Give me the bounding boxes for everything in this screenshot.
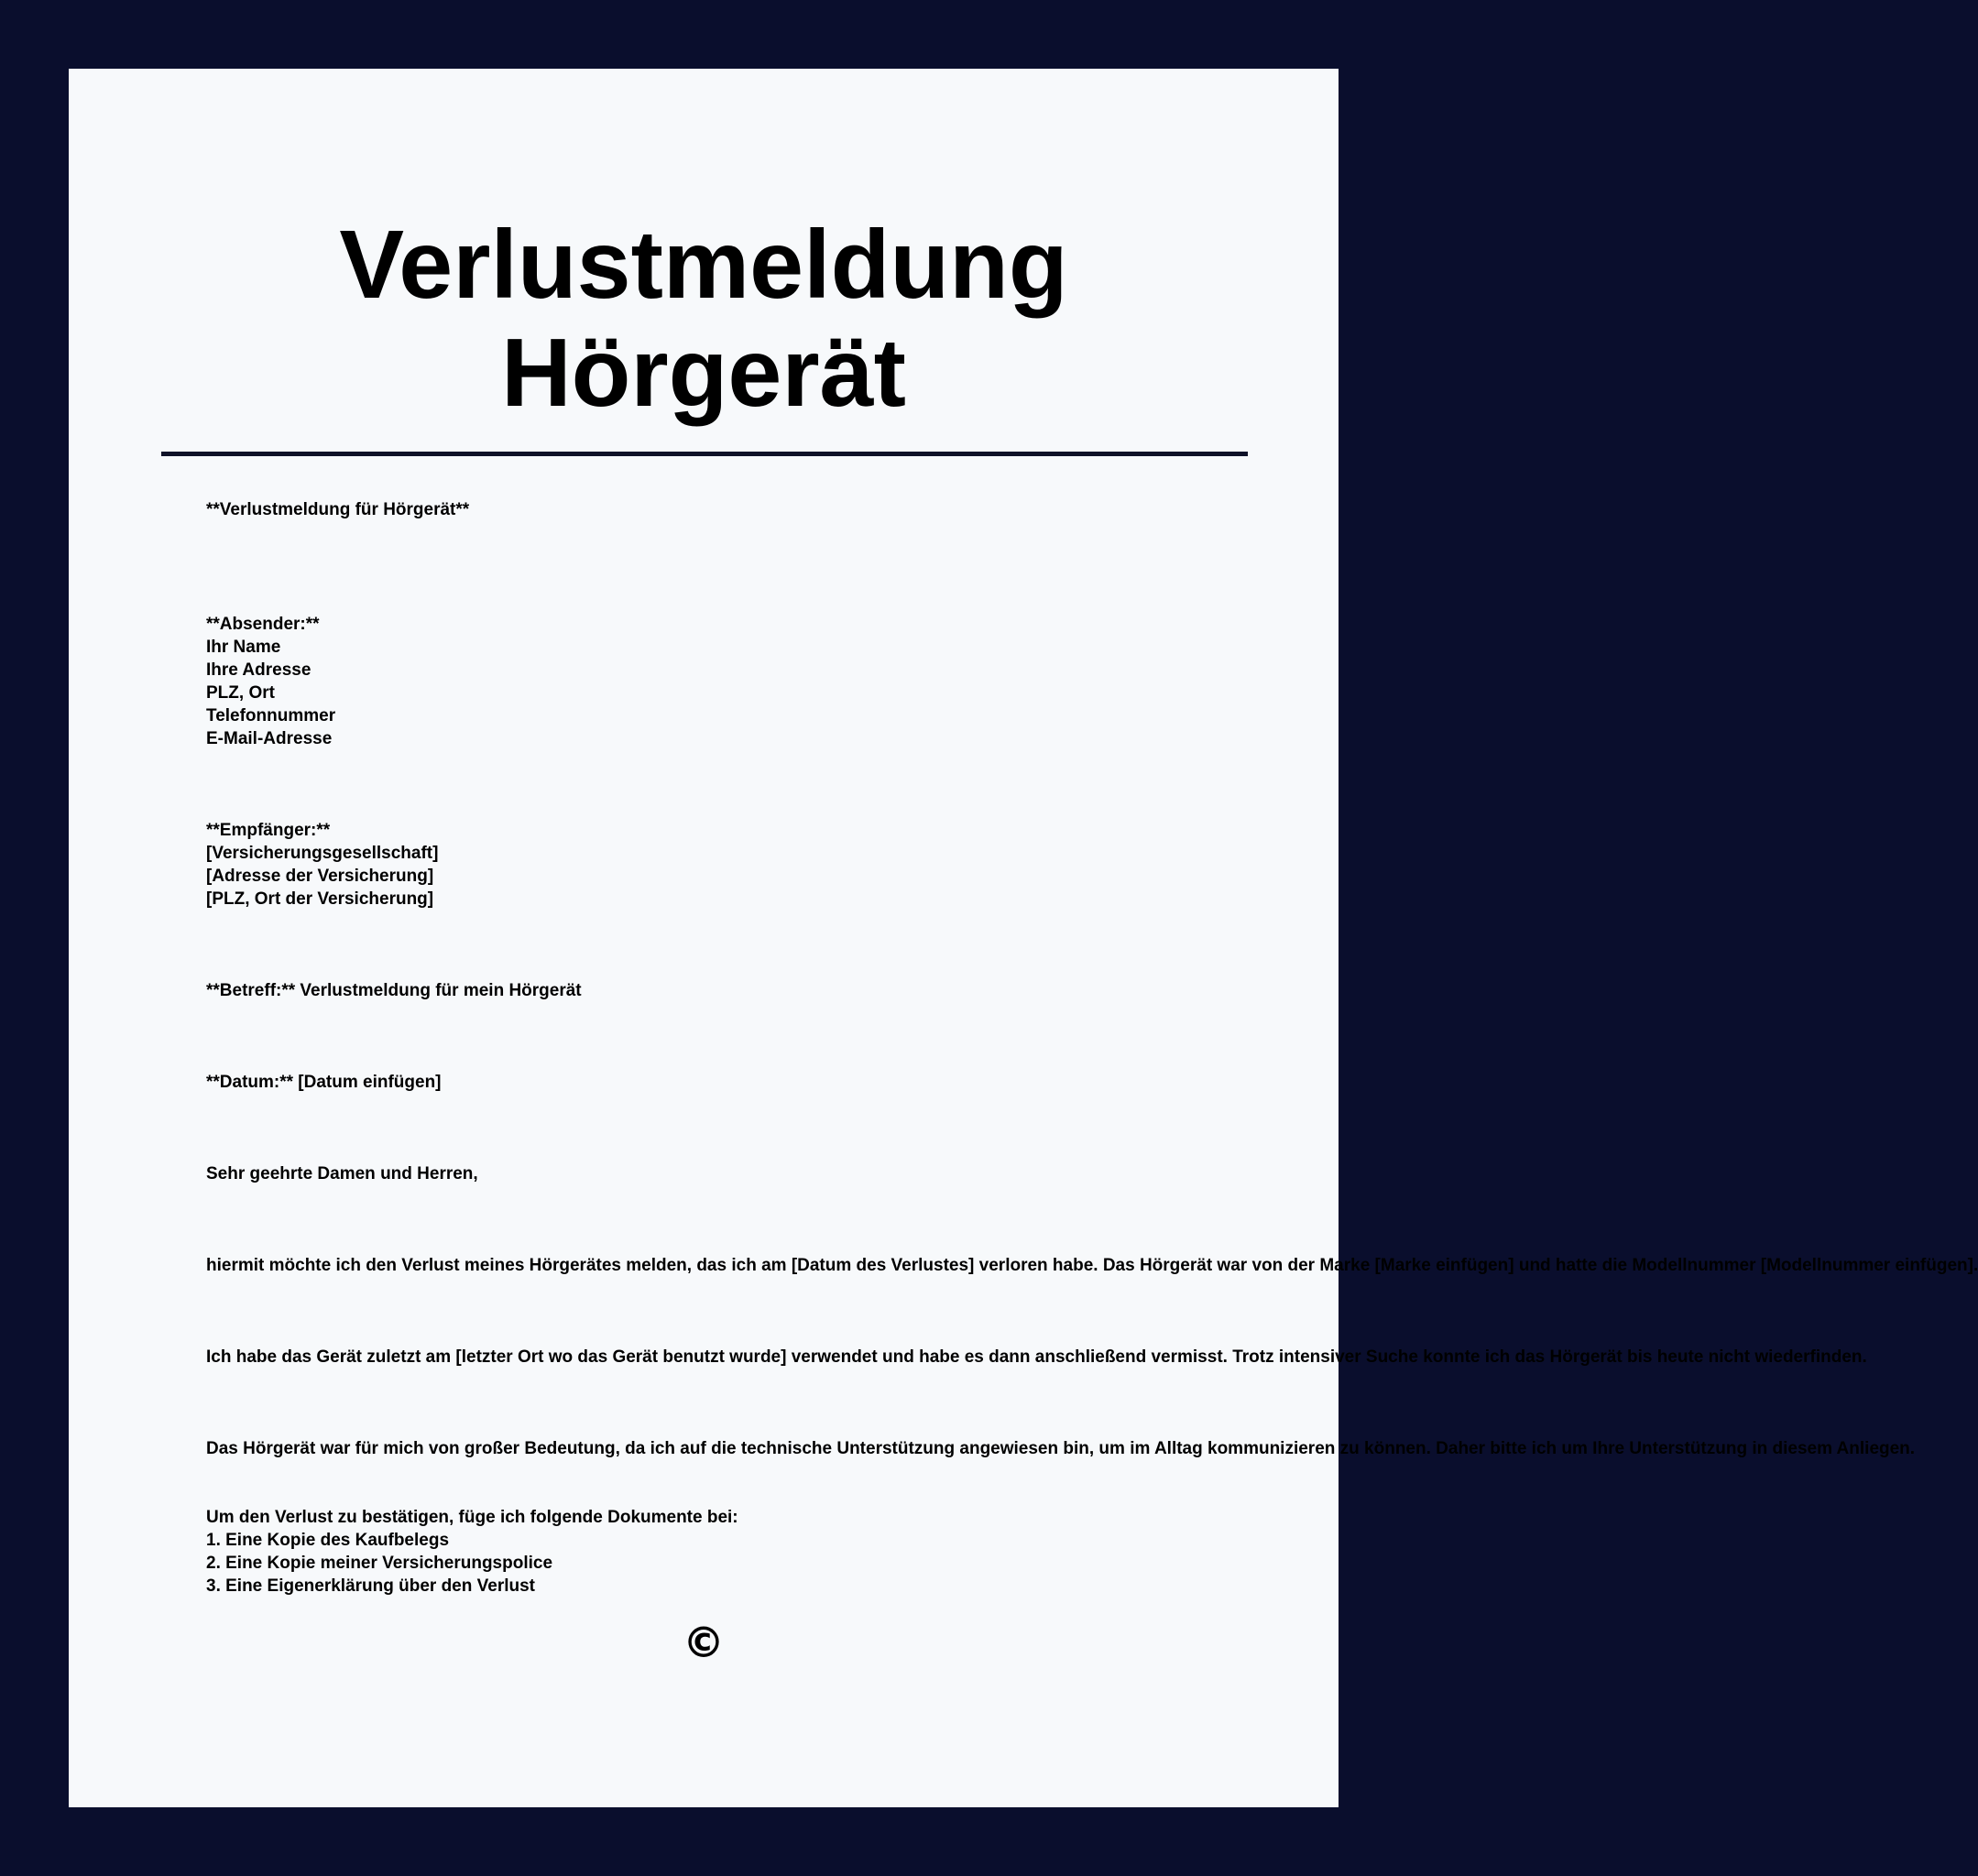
sender-block [206, 613, 1269, 750]
recipient-city: [PLZ, Ort der Versicherung] [206, 889, 434, 909]
letter-heading-block [206, 498, 1269, 521]
copyright-icon: © [683, 1618, 725, 1667]
document-item-2: 2. Eine Kopie meiner Versicherungspolice [206, 1554, 553, 1573]
sender-name: Ihr Name [206, 638, 281, 657]
recipient-company: [Versicherungsgesellschaft] [206, 844, 439, 863]
salutation-block [206, 1162, 1269, 1185]
recipient-label: **Empfänger:** [206, 821, 331, 840]
paragraph-2-block [206, 1346, 1867, 1369]
letter-heading: **Verlustmeldung für Hörgerät** [206, 500, 470, 519]
documents-intro: Um den Verlust zu bestätigen, füge ich folgende Dokumente bei: [206, 1508, 738, 1527]
title-line-2: Hörgerät [501, 319, 906, 427]
sender-phone: Telefonnummer [206, 706, 336, 725]
sender-address: Ihre Adresse [206, 660, 311, 680]
recipient-block [206, 819, 1269, 911]
sender-email: E-Mail-Adresse [206, 729, 333, 748]
document-item-3: 3. Eine Eigenerklärung über den Verlust [206, 1576, 535, 1596]
document-item-1: 1. Eine Kopie des Kaufbelegs [206, 1531, 450, 1550]
paragraph-3: Das Hörgerät war für mich von großer Bedeutung, da ich auf die technische Unterstützung angewiesen bin, um im Alltag kommunizieren zu können. Daher bitte ich um Ihre Unterstützung in diesem Anliegen. [206, 1439, 1916, 1458]
subject-block [206, 979, 1269, 1002]
paragraph-1-block [206, 1254, 1978, 1277]
recipient-address: [Adresse der Versicherung] [206, 867, 434, 886]
title-divider [161, 452, 1248, 456]
paragraph-2: Ich habe das Gerät zuletzt am [letzter Ort wo das Gerät benutzt wurde] verwendet und habe es dann anschließend vermisst. Trotz intensiver Suche konnte ich das Hörgerät bis heute nicht wiederfinden. [206, 1347, 1867, 1367]
paragraph-1: hiermit möchte ich den Verlust meines Hörgerätes melden, das ich am [Datum des Verlustes] verloren habe. Das Hörgerät war von der Marke [Marke einfügen] und hatte die Modellnummer [Modellnummer einfügen]. [206, 1256, 1978, 1275]
salutation: Sehr geehrte Damen und Herren, [206, 1164, 478, 1183]
sender-city: PLZ, Ort [206, 683, 275, 703]
document-title [69, 211, 1339, 427]
paragraph-3-block [206, 1437, 1916, 1460]
sender-label: **Absender:** [206, 615, 320, 634]
document-page [69, 69, 1978, 1807]
documents-block [206, 1506, 1269, 1598]
date-line: **Datum:** [Datum einfügen] [206, 1073, 442, 1092]
title-line-1: Verlustmeldung [339, 211, 1068, 319]
subject-line: **Betreff:** Verlustmeldung für mein Hörgerät [206, 981, 582, 1000]
date-block [206, 1071, 1269, 1094]
